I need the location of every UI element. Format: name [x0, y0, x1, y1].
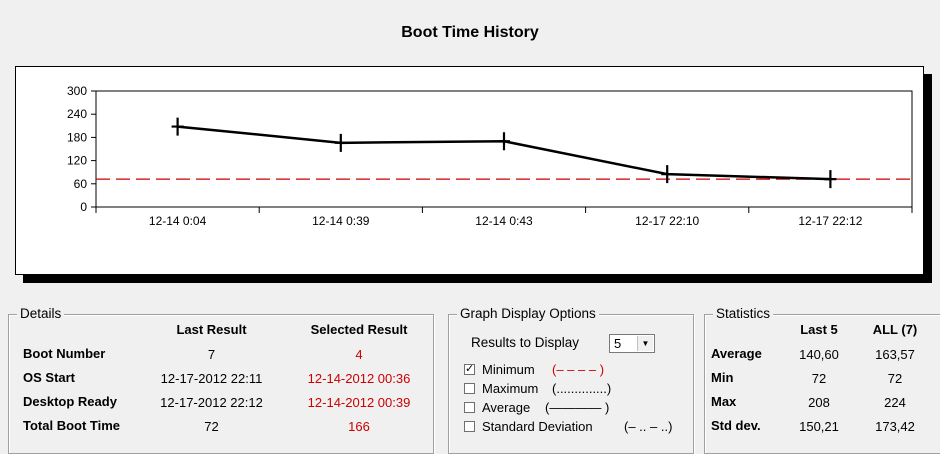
details-row-last: 7 — [207, 347, 216, 362]
statistics-row-label: Max — [711, 394, 737, 409]
average-label[interactable]: Average — [482, 400, 531, 415]
x-tick-label: 12-17 22:12 — [798, 214, 863, 228]
statistics-row-label: Std dev. — [711, 418, 761, 433]
window-title: Boot Time History — [401, 24, 539, 41]
details-group — [8, 306, 434, 454]
details-row-selected: 4 — [355, 347, 363, 362]
statistics-col-all: ALL (7) — [872, 322, 918, 337]
results-to-display-label: Results to Display — [471, 335, 580, 350]
y-tick-label: 240 — [66, 107, 87, 122]
maximum-checkbox[interactable] — [464, 383, 475, 394]
statistics-row-all: 224 — [884, 395, 906, 410]
details-col-last: Last Result — [176, 322, 247, 337]
statistics-row-last5: 208 — [808, 395, 830, 410]
y-tick-label: 60 — [73, 176, 87, 191]
data-point-marker — [661, 165, 673, 183]
standard-deviation-checkbox[interactable] — [464, 421, 475, 432]
details-row-last: 12-17-2012 22:12 — [160, 395, 263, 410]
statistics-row-all: 163,57 — [875, 347, 915, 362]
details-row-label: Desktop Ready — [23, 394, 117, 409]
details-col-selected: Selected Result — [310, 322, 408, 337]
statistics-group — [704, 306, 940, 454]
boot-time-chart — [15, 66, 924, 275]
results-to-display-value: 5 — [614, 336, 622, 351]
details-row-label: Boot Number — [23, 346, 106, 361]
data-point-marker — [172, 118, 184, 136]
statistics-row-all: 173,42 — [875, 419, 915, 434]
y-tick-label: 120 — [66, 153, 87, 168]
statistics-row-all: 72 — [887, 371, 903, 386]
details-row-selected: 12-14-2012 00:39 — [307, 395, 411, 410]
statistics-row-last5: 150,21 — [799, 419, 839, 434]
statistics-col-last5: Last 5 — [800, 322, 838, 337]
statistics-legend: Statistics — [713, 306, 773, 321]
data-point-marker — [335, 134, 347, 152]
statistics-row-last5: 72 — [811, 371, 827, 386]
x-tick-label: 12-17 22:10 — [635, 214, 700, 228]
x-tick-label: 12-14 0:39 — [312, 214, 370, 228]
data-point-marker — [498, 132, 510, 150]
maximum-label[interactable]: Maximum — [482, 381, 539, 396]
details-row-selected: 166 — [348, 419, 370, 434]
standard-deviation-label[interactable]: Standard Deviation — [482, 419, 593, 434]
details-row-label: Total Boot Time — [23, 418, 121, 433]
minimum-line-sample: (– – – – ) — [552, 362, 605, 377]
statistics-row-last5: 140,60 — [799, 347, 839, 362]
graph-options-legend: Graph Display Options — [457, 306, 599, 321]
details-legend: Details — [17, 306, 64, 321]
details-row-selected: 12-14-2012 00:36 — [307, 371, 411, 386]
statistics-row-label: Min — [711, 370, 734, 385]
average-checkbox[interactable] — [464, 402, 475, 413]
minimum-checkbox[interactable]: ✓ — [465, 363, 475, 375]
graph-options-group — [448, 306, 694, 454]
average-line-sample: (———— ) — [545, 400, 610, 415]
chart-svg — [16, 67, 923, 274]
maximum-line-sample: (..............) — [552, 381, 612, 396]
x-tick-label: 12-14 0:04 — [148, 214, 207, 228]
details-row-last: 12-17-2012 22:11 — [160, 371, 263, 386]
details-row-label: OS Start — [23, 370, 76, 385]
results-to-display-dropdown[interactable] — [609, 334, 655, 353]
y-tick-label: 180 — [66, 130, 87, 145]
standard-deviation-line-sample: (– .. – ..) — [624, 419, 673, 434]
minimum-label[interactable]: Minimum — [482, 362, 535, 377]
dropdown-arrow-icon[interactable]: ▼ — [637, 336, 653, 351]
statistics-row-label: Average — [711, 346, 762, 361]
details-row-last: 72 — [204, 419, 219, 434]
y-tick-label: 300 — [66, 84, 87, 98]
y-tick-label: 0 — [80, 200, 87, 214]
data-point-marker — [824, 170, 836, 188]
x-tick-label: 12-14 0:43 — [475, 214, 533, 228]
